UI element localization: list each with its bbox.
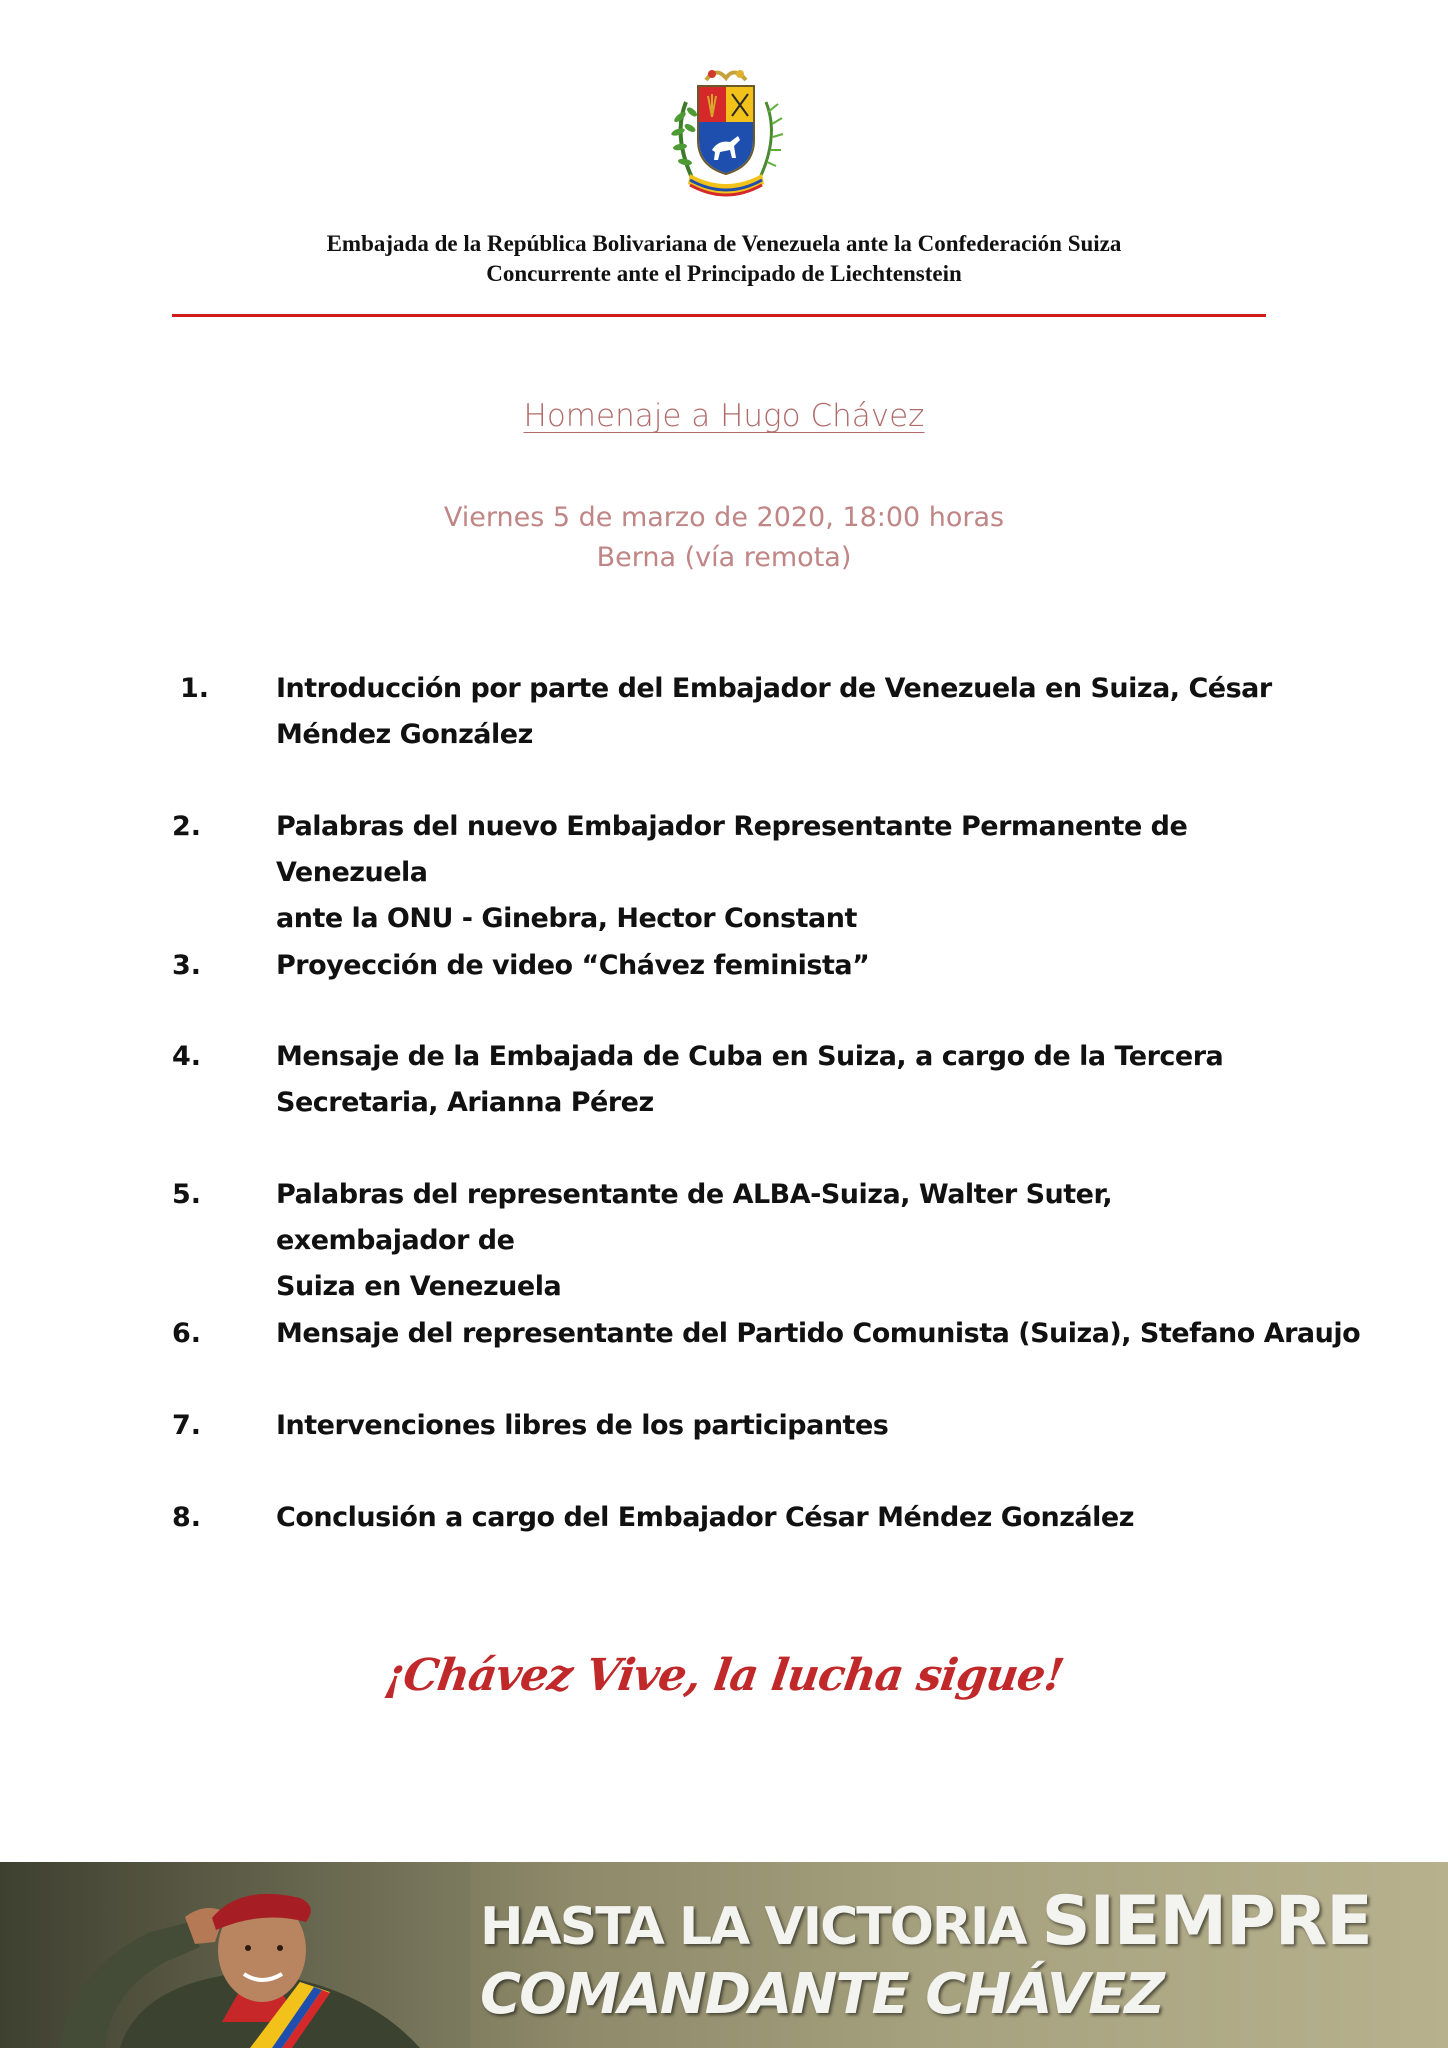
agenda-item-line: Conclusión a cargo del Embajador César Méndez González [276,1502,1134,1533]
agenda-item-number: 8. [172,1502,202,1533]
agenda-item-text [276,1495,1286,1541]
agenda-item-line: ante la ONU - Ginebra, Hector Constant [276,903,857,934]
slogan: ¡Chávez Vive, la lucha sigue! [381,1650,1067,1701]
agenda-item-number: 7. [172,1410,202,1441]
agenda-item-text [276,804,1286,942]
agenda-item-line: Mensaje de la Embajada de Cuba en Suiza, a cargo de la Tercera [276,1041,1224,1072]
agenda-item-number: 4. [172,1041,202,1072]
event-date: Viernes 5 de marzo de 2020, 18:00 horas [443,502,1005,533]
event-title: Homenaje a Hugo Chávez [523,398,925,434]
embassy-name: Embajada de la República Bolivariana de Venezuela ante la Confederación Suiza [326,231,1122,256]
agenda-item-line: Mensaje del representante del Partido Comunista (Suiza), Stefano Araujo [276,1318,1361,1349]
embassy-concurrent-line: Concurrente ante el Principado de Liechtenstein [486,261,962,286]
agenda-item-number: 6. [172,1318,202,1349]
banner-headline [480,1882,1372,1961]
agenda-item-line: Proyección de video “Chávez feminista” [276,950,870,981]
agenda-item-text [276,1172,1286,1310]
agenda-item-text [276,943,1286,989]
agenda-item-line: Suiza en Venezuela [276,1271,562,1302]
agenda-item-line: Palabras del nuevo Embajador Representante Permanente de Venezuela [276,811,1188,888]
agenda-item-text [276,666,1286,758]
agenda-item-line: Palabras del representante de ALBA-Suiza, Walter Suter, exembajador de [276,1179,1113,1256]
agenda-item-line: Intervenciones libres de los participantes [276,1410,889,1441]
event-location: Berna (vía remota) [596,542,852,573]
agenda-item-text [276,1311,1376,1357]
agenda-item-number: 5. [172,1179,202,1210]
banner-subline: COMANDANTE CHÁVEZ [480,1962,1163,2027]
agenda-item-text [276,1034,1286,1126]
agenda-item-line: Introducción por parte del Embajador de Venezuela en Suiza, César [276,673,1272,704]
banner-text-emphasis: SIEMPRE [1041,1882,1372,1961]
agenda-item-number: 3. [172,950,202,981]
agenda-item-line: Méndez González [276,719,533,750]
header-divider [172,314,1266,317]
coat-of-arms-icon [668,62,784,202]
saluting-portrait-icon [0,1862,470,2048]
footer-banner [0,1862,1448,2048]
agenda-item-number: 2. [172,811,202,842]
banner-text: HASTA LA VICTORIA [480,1897,1026,1957]
agenda-item-number: 1. [180,673,210,704]
agenda-item-line: Secretaria, Arianna Pérez [276,1087,654,1118]
agenda-item-text [276,1403,1286,1449]
